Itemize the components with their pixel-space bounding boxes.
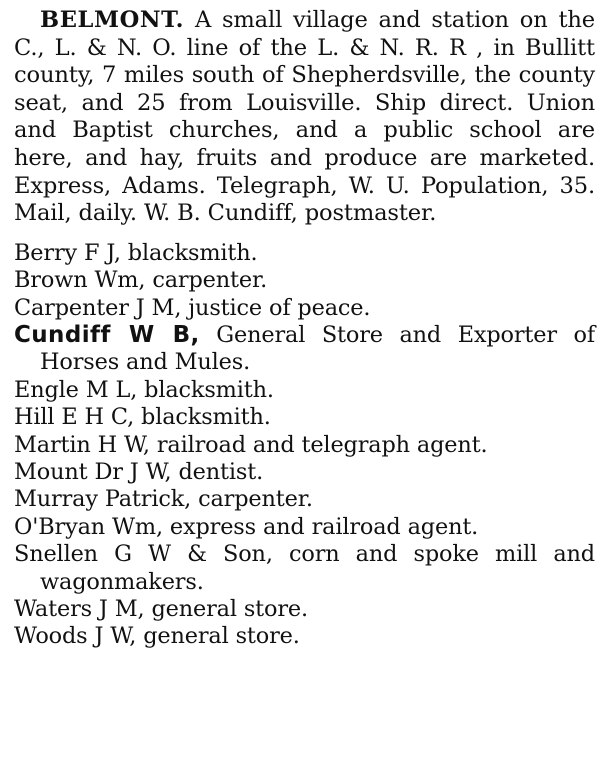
- town-heading: BELMONT.: [40, 7, 185, 33]
- listing-entry: [14, 486, 595, 513]
- entry-detail: express and railroad agent.: [169, 513, 479, 540]
- entry-detail: railroad and telegraph agent.: [156, 431, 488, 458]
- entry-detail: justice of peace.: [188, 294, 371, 321]
- entry-name: Hill E H C,: [14, 404, 135, 431]
- town-description-text: A small village and station on the C., L. & N. O. line of the L. & N. R. R , in Bullitt county, 7 miles south of Shepherdsville, the county seat, and 25 from Louisville. Ship direct. Union and Baptist churches, and a public school are here, and hay, fruits and produce are marketed. Express, Adams. Telegraph, W. U. Population, 35. Mail, daily. W. B. Cundiff, postmaster.: [14, 7, 595, 227]
- entry-name: Woods J W,: [14, 623, 137, 650]
- entry-detail: dentist.: [178, 459, 264, 485]
- entry-name: Engle M L,: [14, 376, 138, 403]
- entry-name: Martin H W,: [14, 431, 150, 458]
- listing-entry: [14, 377, 595, 404]
- entry-detail: carpenter.: [198, 486, 313, 513]
- business-listing: [14, 240, 595, 651]
- listing-entry: [14, 432, 595, 459]
- entry-detail: blacksmith.: [127, 239, 258, 266]
- entry-detail: General Store and Exporter of Horses and Mules.: [40, 321, 595, 376]
- listing-entry: [14, 404, 595, 431]
- entry-detail: general store.: [143, 623, 300, 650]
- entry-name: Brown Wm,: [14, 267, 146, 294]
- listing-entry: [14, 623, 595, 650]
- listing-entry: [14, 267, 595, 294]
- entry-detail: carpenter.: [152, 267, 268, 294]
- entry-name: Waters J M,: [14, 596, 145, 623]
- entry-detail: corn and spoke mill and wagonmakers.: [40, 541, 595, 595]
- entry-detail: blacksmith.: [141, 404, 271, 431]
- entry-name: Murray Patrick,: [14, 486, 192, 513]
- listing-entry: [14, 596, 595, 623]
- listing-entry: [14, 459, 595, 486]
- listing-entry: [14, 240, 595, 267]
- town-description: [14, 7, 595, 228]
- entry-name: Mount Dr J W,: [14, 459, 172, 485]
- entry-name: Cundiff W B,: [14, 321, 200, 348]
- entry-detail: blacksmith.: [144, 376, 274, 403]
- entry-name: O'Bryan Wm,: [14, 513, 163, 540]
- entry-name: Carpenter J M,: [14, 294, 182, 321]
- listing-entry: [14, 541, 595, 596]
- entry-name: Berry F J,: [14, 239, 121, 266]
- listing-entry: [14, 514, 595, 541]
- entry-detail: general store.: [151, 596, 308, 623]
- listing-entry-featured: [14, 322, 595, 377]
- listing-entry: [14, 295, 595, 322]
- entry-name: Snellen G W & Son,: [14, 541, 273, 568]
